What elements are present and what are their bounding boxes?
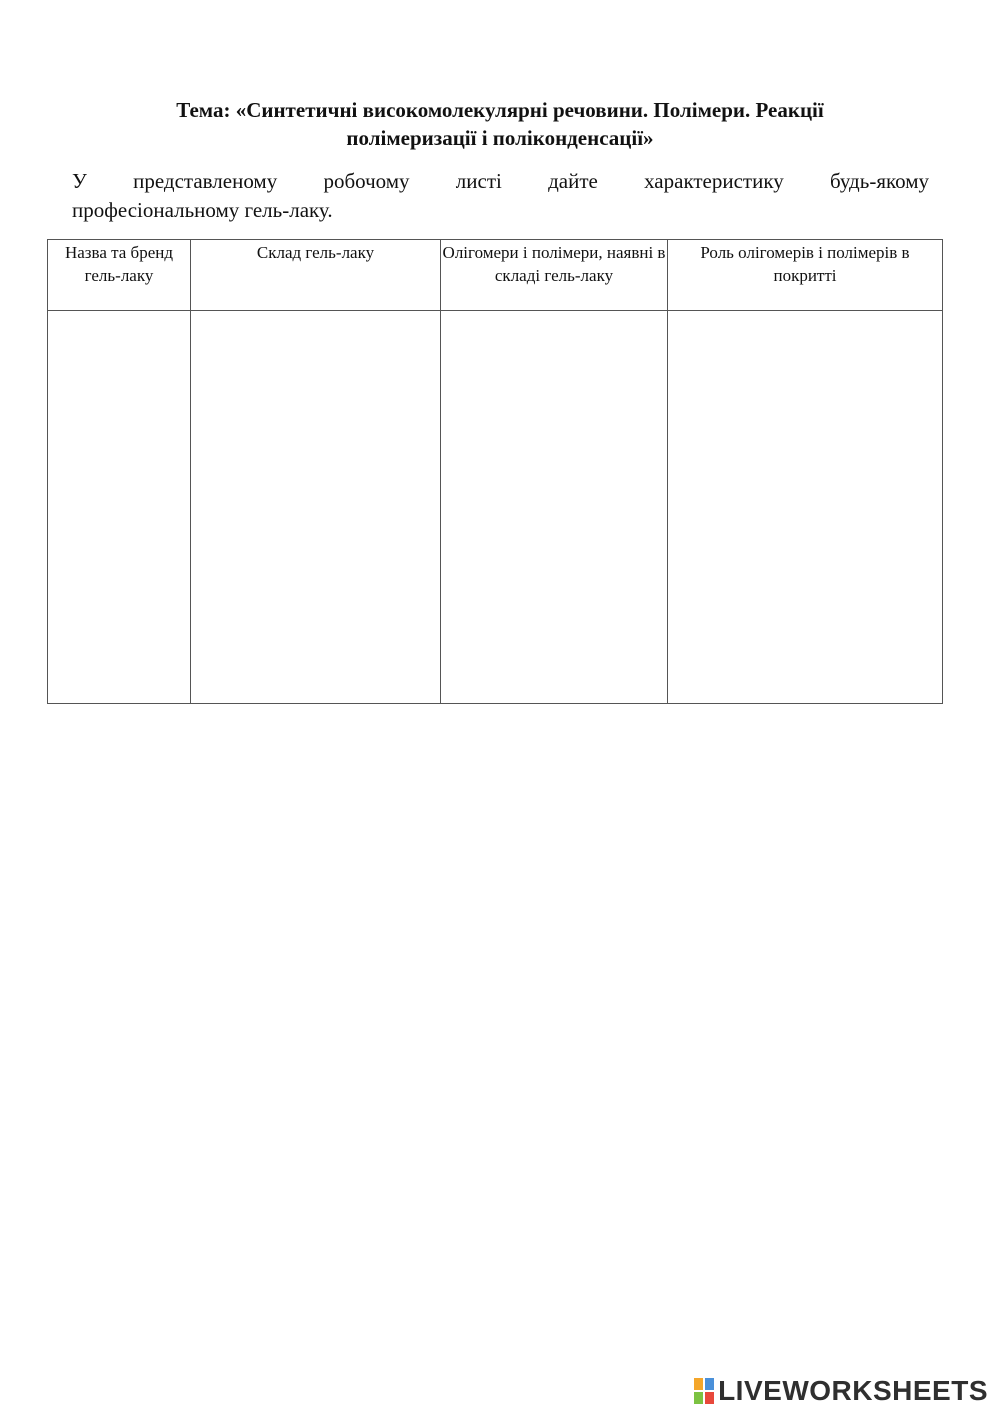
table-row xyxy=(48,311,943,704)
answer-cell-composition[interactable] xyxy=(191,311,441,704)
worksheet-title xyxy=(0,96,1000,152)
answer-cell-name-brand[interactable] xyxy=(48,311,191,704)
liveworksheets-logo xyxy=(694,1376,988,1406)
logo-square-i xyxy=(705,1378,714,1390)
header-role: Роль олігомерів і полімерів в покритті xyxy=(668,240,943,311)
instruction-text xyxy=(72,167,929,225)
table-header-row xyxy=(48,240,943,311)
answer-cell-oligomers-polymers[interactable] xyxy=(441,311,668,704)
header-name-brand: Назва та бренд гель-лаку xyxy=(48,240,191,311)
answer-cell-role[interactable] xyxy=(668,311,943,704)
answer-table xyxy=(47,239,943,704)
title-line-1: Тема: «Синтетичні високомолекулярні речовини. Полімери. Реакції xyxy=(176,98,824,122)
logo-square-v xyxy=(694,1392,703,1404)
liveworksheets-logo-icon xyxy=(694,1378,714,1404)
logo-square-e xyxy=(705,1392,714,1404)
instruction-line-2: професіональному гель-лаку. xyxy=(72,198,333,222)
instruction-line-1: У представленому робочому листі дайте характеристику будь-якому xyxy=(72,169,929,193)
title-line-2: полімеризації і поліконденсації» xyxy=(346,126,654,150)
header-oligomers-polymers: Олігомери і полімери, наявні в складі гель-лаку xyxy=(441,240,668,311)
header-composition: Склад гель-лаку xyxy=(191,240,441,311)
liveworksheets-logo-text: LIVEWORKSHEETS xyxy=(718,1375,988,1406)
logo-square-l xyxy=(694,1378,703,1390)
